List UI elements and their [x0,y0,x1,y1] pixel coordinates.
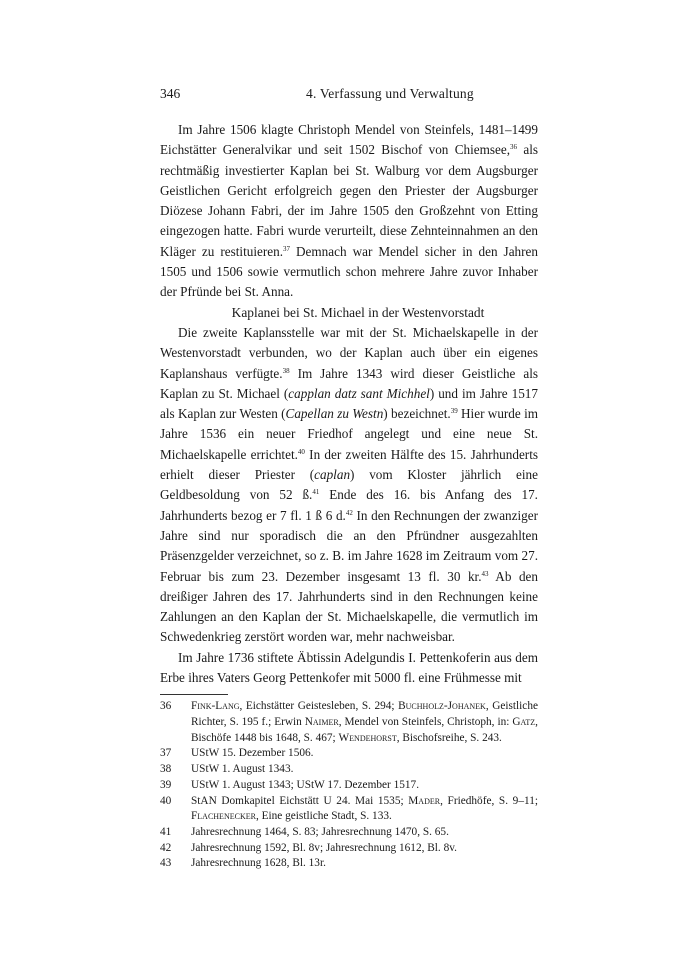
citation-text: UStW 1. August 1343. [191,763,294,776]
section-heading: Kaplanei bei St. Michael in der Westenvorstadt [231,304,485,320]
citation-text: StAN Domkapitel Eichstätt U 24. Mai 1535; [191,794,409,807]
text-run: Hier wurde im Jahre 1536 ein neuer Friedhof angelegt und eine neue St. Michaelskapelle errichtet. [160,406,538,462]
author-name: Wendehorst [338,731,397,744]
author-name: Fink-Lang [191,700,240,713]
paragraph-mendel [160,120,538,303]
footnote-number: 40 [160,794,172,807]
author-name: Flachenecker [191,810,256,823]
footnote-ref: 39 [450,407,458,416]
footnote-37 [160,746,538,762]
text-run: Im Jahre 1343 wird dieser Geistliche als Kaplan zu St. Michael ( [160,365,538,401]
text-run: In der zweiten Hälfte des 15. Jahrhunderts erhielt dieser Priester ( [160,446,538,483]
footnote-ref: 37 [283,244,290,253]
paragraph-michael [160,323,538,648]
text-run: ) bezeichnet. [383,406,451,422]
book-page [160,86,538,872]
footnote-36 [160,699,538,746]
text-run: Ab den dreißiger Jahren des 17. Jahrhunderts sind in den Rechnungen keine Zahlungen an den Kaplan der St. Michaelskapelle, die vermutlich im Schwedenkrieg zerstört worden war, mehr nachweisbar. [160,568,538,645]
footnote-ref: 38 [282,366,290,375]
body-text [160,120,538,688]
text-run: In den Rechnungen der zwanziger Jahre sind nur sporadisch die an den Pfründner ausgezahlten Präsenzgelder verzeichnet, so z. B. im Jahre 1628 im Zeitraum vom 27. Februar bis zum 23. Dezember insgesamt 13 fl. 30 kr. [160,507,538,584]
footnote-ref: 36 [510,143,518,152]
footnote-42 [160,841,538,857]
footnote-number: 37 [160,747,172,760]
paragraph-fruehmesse: Im Jahre 1736 stiftete Äbtissin Adelgundis I. Pettenkoferin aus dem Erbe ihres Vaters Georg Pettenkofer mit 5000 fl. eine Frühmesse mit [160,649,538,686]
footnote-number: 41 [160,825,172,838]
citation-text: , Eichstätter Geistesleben, S. 294; [239,700,399,713]
footnote-39 [160,778,538,794]
footnote-rule [160,694,228,695]
text-run: als rechtmäßig investierter Kaplan bei St. Walburg vor dem Augsburger Geistlichen Gericht erfolgreich gegen den Priester der Augsburger Diözese Johann Fabri, der im Jahre 1505 den Großzehnt von Etting eingezogen hatte. Fabri wurde verurteilt, diese Zehnteinnahmen an den Kläger zu restituieren. [160,142,538,259]
footnote-number: 38 [160,763,172,776]
footnotes [160,699,538,872]
text-run: Demnach war Mendel sicher in den Jahren 1505 und 1506 sowie vermutlich schon mehrere Jahre zuvor Inhaber der Pfründe bei St. Anna. [160,243,538,300]
running-head [160,86,538,106]
citation-text: , Bischofsreihe, S. 243. [396,731,502,744]
text-run: Im Jahre 1506 klagte Christoph Mendel von Steinfels, 1481–1499 Eichstätter Generalvikar und seit 1502 Bischof von Chiemsee, [160,122,538,158]
author-name: Buchholz-Johanek [398,700,486,713]
footnote-ref: 40 [297,447,305,456]
footnote-number: 36 [160,700,172,713]
text-run: ) vom Kloster jährlich eine Geldbesoldung von 52 ß. [160,467,538,503]
footnote-ref: 41 [312,488,320,497]
citation-text: , Geistliche Richter, S. 195 f.; Erwin [191,700,538,729]
footnote-38 [160,762,538,778]
page-number: 346 [160,86,181,101]
author-name: Gatz [512,716,536,729]
citation-text: , Bischöfe 1448 bis 1648, S. 467; [191,716,538,744]
text-run: Die zweite Kaplansstelle war mit der St. Michaelskapelle in der Westenvorstadt verbunden, wo der Kaplan auch über ein eigenes Kaplanshaus verfügte. [160,324,538,381]
citation-text: Jahresrechnung 1592, Bl. 8v; Jahresrechnung 1612, Bl. 8v. [191,841,457,854]
citation-text: UStW 1. August 1343; UStW 17. Dezember 1517. [191,778,420,791]
footnote-41 [160,825,538,841]
footnote-number: 42 [160,841,172,854]
citation-text: UStW 15. Dezember 1506. [191,747,314,760]
italic-quote: capplan datz sant Michhel [288,385,430,401]
chapter-title: 4. Verfassung und Verwaltung [306,86,474,101]
author-name: Naimer [304,716,339,729]
footnote-43 [160,856,538,872]
footnote-ref: 43 [481,569,489,578]
italic-quote: caplan [314,467,351,483]
citation-text: , Eine geistliche Stadt, S. 133. [255,810,392,823]
citation-text: , Mendel von Steinfels, Christoph, in: [338,716,513,729]
text-run: ) und im Jahre 1517 als Kaplan zur Westen ( [160,385,538,422]
footnote-number: 43 [160,857,172,870]
footnote-number: 39 [160,778,172,791]
citation-text: Jahresrechnung 1628, Bl. 13r. [191,857,326,870]
footnote-40 [160,794,538,825]
citation-text: , Friedhöfe, S. 9–11; [440,794,538,807]
author-name: Mader [408,794,441,807]
text-run: Ende des 16. bis Anfang des 17. Jahrhunderts bezog er 7 fl. 1 ß 6 d. [160,487,538,523]
italic-quote: Capellan zu Westn [285,406,384,422]
footnote-ref: 42 [345,508,353,517]
citation-text: Jahresrechnung 1464, S. 83; Jahresrechnung 1470, S. 65. [191,825,449,838]
